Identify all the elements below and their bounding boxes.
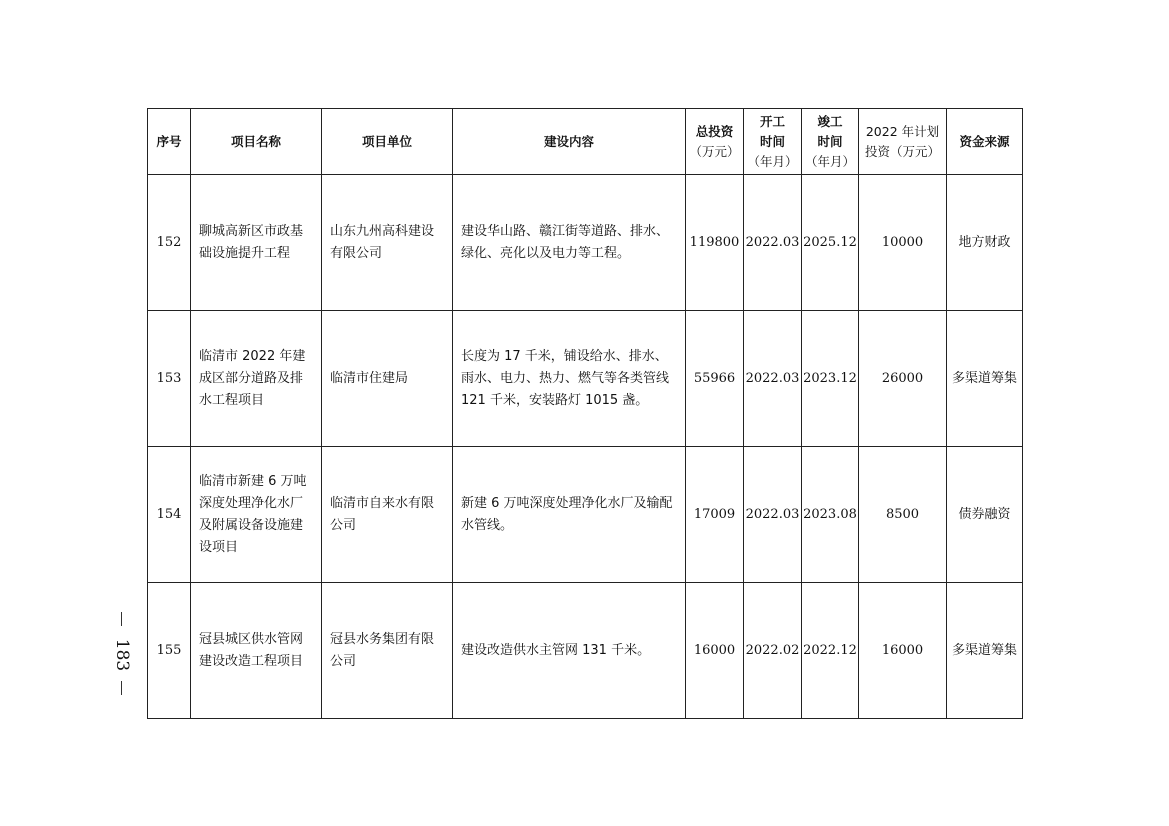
cell-content: 新建 6 万吨深度处理净化水厂及输配水管线。: [453, 447, 686, 583]
cell-plan-2022: 10000: [859, 175, 947, 311]
table-row: [148, 447, 1023, 583]
header-investment: 总投资 （万元）: [686, 109, 744, 175]
cell-name: 冠县城区供水管网建设改造工程项目: [191, 583, 322, 719]
cell-investment: 55966: [686, 311, 744, 447]
cell-end: 2023.08: [802, 447, 859, 583]
header-start: 开工 时间 （年月）: [744, 109, 802, 175]
cell-unit: 临清市住建局: [322, 311, 453, 447]
table-row: [148, 583, 1023, 719]
cell-plan-2022: 16000: [859, 583, 947, 719]
cell-seq: 153: [148, 311, 191, 447]
cell-seq: 154: [148, 447, 191, 583]
page-number: [102, 612, 142, 682]
page-number-text: 183: [112, 638, 132, 672]
cell-plan-2022: 26000: [859, 311, 947, 447]
header-plan-2022: 2022 年计划 投资（万元）: [859, 109, 947, 175]
cell-name: 聊城高新区市政基础设施提升工程: [191, 175, 322, 311]
cell-source: 债券融资: [947, 447, 1023, 583]
cell-name: 临清市新建 6 万吨深度处理净化水厂及附属设备设施建设项目: [191, 447, 322, 583]
cell-investment: 16000: [686, 583, 744, 719]
header-unit: 项目单位: [322, 109, 453, 175]
cell-start: 2022.03: [744, 447, 802, 583]
cell-plan-2022: 8500: [859, 447, 947, 583]
cell-content: 长度为 17 千米，铺设给水、排水、雨水、电力、热力、燃气等各类管线 121 千米，安装路灯 1015 盏。: [453, 311, 686, 447]
header-name: 项目名称: [191, 109, 322, 175]
cell-name: 临清市 2022 年建成区部分道路及排水工程项目: [191, 311, 322, 447]
cell-unit: 冠县水务集团有限公司: [322, 583, 453, 719]
page-number-dash-bottom: [121, 681, 122, 695]
cell-source: 多渠道筹集: [947, 311, 1023, 447]
header-end: 竣工 时间 （年月）: [802, 109, 859, 175]
cell-end: 2022.12: [802, 583, 859, 719]
cell-seq: 152: [148, 175, 191, 311]
header-source: 资金来源: [947, 109, 1023, 175]
header-content: 建设内容: [453, 109, 686, 175]
cell-start: 2022.02: [744, 583, 802, 719]
table-row: [148, 311, 1023, 447]
cell-content: 建设改造供水主管网 131 千米。: [453, 583, 686, 719]
cell-start: 2022.03: [744, 175, 802, 311]
table-row: [148, 175, 1023, 311]
cell-source: 地方财政: [947, 175, 1023, 311]
cell-content: 建设华山路、赣江街等道路、排水、绿化、亮化以及电力等工程。: [453, 175, 686, 311]
cell-start: 2022.03: [744, 311, 802, 447]
cell-investment: 17009: [686, 447, 744, 583]
cell-end: 2025.12: [802, 175, 859, 311]
cell-end: 2023.12: [802, 311, 859, 447]
project-table: [147, 108, 1023, 719]
page-number-dash-top: [121, 612, 122, 626]
table-header-row: [148, 109, 1023, 175]
cell-unit: 山东九州高科建设有限公司: [322, 175, 453, 311]
cell-unit: 临清市自来水有限公司: [322, 447, 453, 583]
cell-investment: 119800: [686, 175, 744, 311]
header-seq: 序号: [148, 109, 191, 175]
cell-source: 多渠道筹集: [947, 583, 1023, 719]
cell-seq: 155: [148, 583, 191, 719]
